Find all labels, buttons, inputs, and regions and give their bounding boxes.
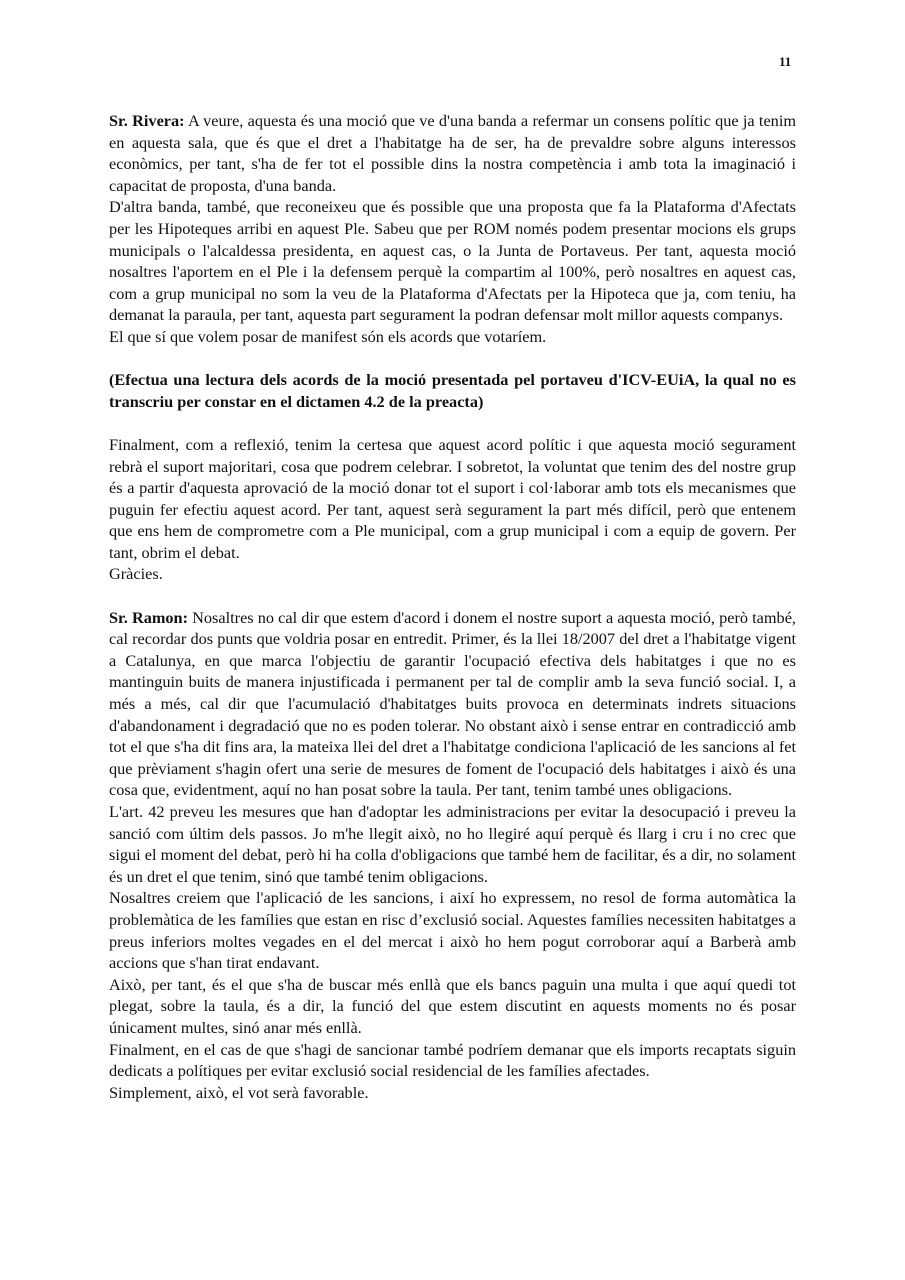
paragraph: El que sí que volem posar de manifest són els acords que votaríem. — [109, 326, 547, 346]
stage-note — [109, 369, 796, 412]
paragraph: Gràcies. — [109, 564, 163, 584]
paragraph: Això, per tant, és el que s'ha de buscar més enllà que els bancs paguin una multa i que aquí quedi tot plegat, sobre la taula, és a dir, la funció del que estem discutint en aquests moments no és posar únicament multes, sinó anar més enllà. — [109, 974, 796, 1037]
document-body — [109, 110, 796, 1103]
paragraph — [109, 110, 796, 196]
stage-note-text: (Efectua una lectura dels acords de la moció presentada pel portaveu d'ICV-EUiA, la qual no es transcriu per constar en el dictamen 4.2 de la preacta) — [109, 370, 796, 411]
paragraph-text: A veure, aquesta és una moció que ve d'una banda a refermar un consens polític que ja tenim en aquesta sala, que és que el dret a l'habitatge ha de ser, ha de prevaldre sobre alguns interessos econòmics, per tant, s'ha de fer tot el possible dins la nostra competència i amb tota la imaginació i capacitat de proposta, d'una banda. — [109, 111, 797, 195]
paragraph: Simplement, això, el vot serà favorable. — [109, 1082, 369, 1102]
paragraph: Finalment, en el cas de que s'hagi de sancionar també podríem demanar que els imports recaptats siguin dedicats a polítiques per evitar exclusió social residencial de les famílies afectades. — [109, 1039, 796, 1081]
paragraph: Finalment, com a reflexió, tenim la certesa que aquest acord polític i que aquesta moció segurament rebrà el suport majoritari, cosa que podrem celebrar. I sobretot, la voluntat que tenim des del nostre grup és a partir d'aquesta aprovació de la moció donar tot el suport i col·laborar amb tots els mecanismes que puguin fer efectiu aquest acord. Per tant, aquest serà segurament la part més difícil, però que entenem que ens hem de comprometre com a Ple municipal, com a grup municipal i com a equip de govern. Per tant, obrim el debat. — [109, 434, 796, 562]
paragraph: Nosaltres creiem que l'aplicació de les sancions, i així ho expressem, no resol de forma automàtica la problemàtica de les famílies que estan en risc d’exclusió social. Aquestes famílies necessiten habitatges a preus inferiors moltes vegades en el del mercat i això ho hem pogut corroborar aquí a Barberà amb accions que s'han tirat endavant. — [109, 888, 796, 973]
speaker-name: Sr. Ramon: — [109, 607, 189, 627]
paragraph: D'altra banda, també, que reconeixeu que és possible que una proposta que fa la Plataforma d'Afectats per les Hipoteques arribi en aquest Ple. Sabeu que per ROM només podem presentar mocions els grups municipals o l'alcaldessa presidenta, en aquest cas, o la Junta de Portaveus. Per tant, aquesta moció nosaltres l'aportem en el Ple i la defensem perquè la compartim al 100%, però nosaltres en aquest cas, com a grup municipal no som la veu de la Plataforma d'Afectats per la Hipoteca que ja, com teniu, ha demanat la paraula, per tant, aquesta part segurament la podran defensar molt millor aquests companys. — [109, 197, 796, 325]
paragraph — [109, 607, 796, 801]
page-number: 11 — [779, 54, 792, 69]
paragraph: L'art. 42 preveu les mesures que han d'adoptar les administracions per evitar la desocupació i preveu la sanció com últim dels passos. Jo m'he llegit això, no ho llegiré aquí perquè és llarg i cru i no crec que sigui el moment del debat, però hi ha colla d'obligacions que també hem de facilitar, és a dir, no solament és un dret el que tenim, sinó que també tenim obligacions. — [109, 802, 796, 886]
paragraph-text: Nosaltres no cal dir que estem d'acord i donem el nostre suport a aquesta moció, però també, cal recordar dos punts que voldria posar en entredit. Primer, és la llei 18/2007 del dret a l'habitatge vigent a Catalunya, en que marca l'objectiu de garantir l'ocupació efectiva dels habitatges i que no es mantinguin buits de manera injustificada i permanent per tal de complir amb la seva funció social. I, a més a més, cal dir que l'acumulació d'habitatges buits provoca en determinats indrets situacions d'abandonament i degradació que no es poden tolerar. No obstant això i sense entrar en contradicció amb tot el que s'ha dit fins ara, la mateixa llei del dret a l'habitatge condiciona l'aplicació de les sancions al fet que prèviament s'hagin ofert una serie de mesures de foment de l'ocupació dels habitatges i això és una cosa que, evidentment, aquí no han posat sobre la taula. Per tant, tenim també unes obligacions. — [109, 607, 796, 800]
speaker-name: Sr. Rivera: — [109, 111, 185, 130]
